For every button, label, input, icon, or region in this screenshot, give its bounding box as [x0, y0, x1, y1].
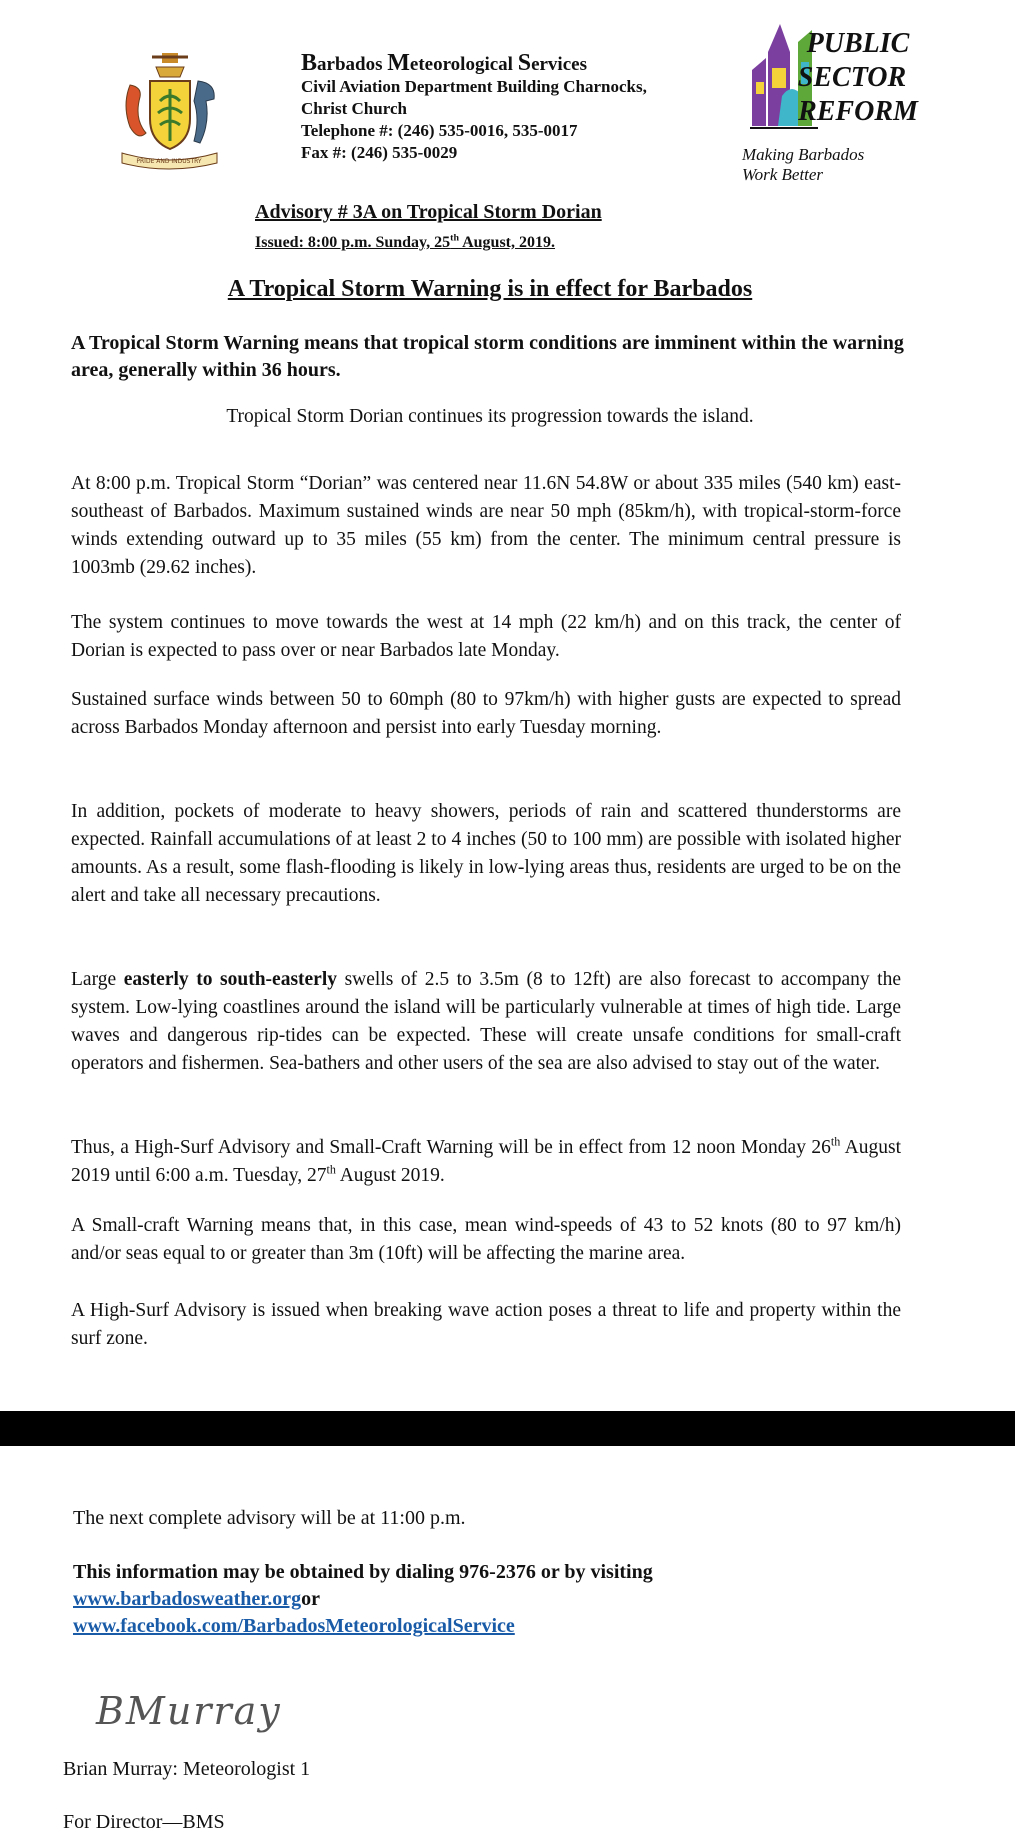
small-craft-warning-paragraph: A Small-craft Warning means that, in this case, mean wind-speeds of 43 to 52 knots (80 to 97 km/h) and/or seas equal to or greater than 3m (10ft) will be affecting the marine area. [71, 1215, 901, 1264]
warning-definition: A Tropical Storm Warning means that tropical storm conditions are imminent within the warning area, generally within 36 hours. [71, 332, 904, 381]
warning-heading: A Tropical Storm Warning is in effect for Barbados [227, 276, 753, 302]
for-director-line: For Director—BMS [63, 1811, 225, 1833]
high-surf-definition-paragraph: A High-Surf Advisory is issued when breaking wave action poses a threat to life and property within the surf zone. [71, 1300, 901, 1349]
page-divider-bar [0, 1411, 1015, 1446]
advisory-issued-date: Issued: 8:00 p.m. Sunday, 25th August, 2019. [255, 232, 556, 251]
organization-header [301, 52, 647, 164]
wind-forecast-paragraph: Sustained surface winds between 50 to 60mph (80 to 97km/h) with higher gusts are expected to spread across Barbados Monday afternoon and persist into early Tuesday morning. [71, 689, 901, 738]
barbados-coat-of-arms-icon [112, 45, 227, 170]
link-separator: or [301, 1588, 321, 1610]
svg-text:PRIDE AND INDUSTRY: PRIDE AND INDUSTRY [136, 158, 202, 165]
public-sector-reform-logo-icon [746, 22, 918, 137]
rainfall-paragraph: In addition, pockets of moderate to heavy showers, periods of rain and scattered thunderstorms are expected. Rainfall accumulations of at least 2 to 4 inches (50 to 100 mm) are possible with isolated higher amounts. As a result, some flash-flooding is likely in low-lying areas thus, residents are urged to be on the alert and take all necessary precautions. [71, 801, 901, 906]
contact-info-text: This information may be obtained by dialing 976-2376 or by visiting [73, 1561, 653, 1583]
swells-paragraph: Large easterly to south-easterly swells of 2.5 to 3.5m (8 to 12ft) are also forecast to accompany the system. Low-lying coastlines around the island will be particularly vulnerable at times of high tide. Large waves and dangerous rip-tides can be expected. These will create unsafe conditions for small-craft operators and fishermen. Sea-bathers and other users of the sea are also advised to stay out of the water. [71, 969, 901, 1074]
storm-position-paragraph: At 8:00 p.m. Tropical Storm “Dorian” was centered near 11.6N 54.8W or about 335 miles (540 km) east-southeast of Barbados. Maximum sustained winds are near 50 mph (85km/h), with tropical-storm-force winds extending outward up to 35 miles (55 km) from the center. The minimum central pressure is 1003mb (29.62 inches). [71, 473, 901, 578]
psr-tagline [742, 145, 902, 185]
psr-tagline-line-2: Work Better [742, 165, 824, 184]
progression-statement: Tropical Storm Dorian continues its progression towards the island. [226, 406, 754, 427]
next-advisory-notice: The next complete advisory will be at 11:00 p.m. [73, 1507, 466, 1529]
fax-line: Fax #: (246) 535-0029 [301, 143, 458, 162]
signer-name: Brian Murray: Meteorologist 1 [63, 1758, 311, 1780]
telephone-line: Telephone #: (246) 535-0016, 535-0017 [301, 121, 578, 140]
high-surf-advisory-paragraph: Thus, a High-Surf Advisory and Small-Craft Warning will be in effect from 12 noon Monday 26th August 2019 until 6:00 a.m. Tuesday, 27th August 2019. [71, 1134, 902, 1186]
advisory-title: Advisory # 3A on Tropical Storm Dorian [255, 201, 602, 223]
svg-text:SECTOR: SECTOR [797, 62, 907, 93]
address-line-1: Civil Aviation Department Building Charnocks, [301, 77, 647, 96]
svg-text:PUBLIC: PUBLIC [806, 28, 910, 59]
barbados-weather-link[interactable]: www.barbadosweather.org [73, 1588, 302, 1610]
facebook-bms-link[interactable]: www.facebook.com/BarbadosMeteorologicalService [73, 1615, 515, 1637]
organization-name: Barbados Meteorological Services [301, 50, 587, 76]
contact-info [73, 1559, 893, 1640]
svg-text:REFORM: REFORM [798, 96, 918, 127]
address-line-2: Christ Church [301, 99, 407, 118]
storm-movement-paragraph: The system continues to move towards the west at 14 mph (22 km/h) and on this track, the center of Dorian is expected to pass over or near Barbados late Monday. [71, 612, 901, 661]
psr-tagline-line-1: Making Barbados [742, 145, 865, 164]
handwritten-signature [86, 1686, 336, 1736]
svg-text:BMurray: BMurray [96, 1689, 282, 1733]
